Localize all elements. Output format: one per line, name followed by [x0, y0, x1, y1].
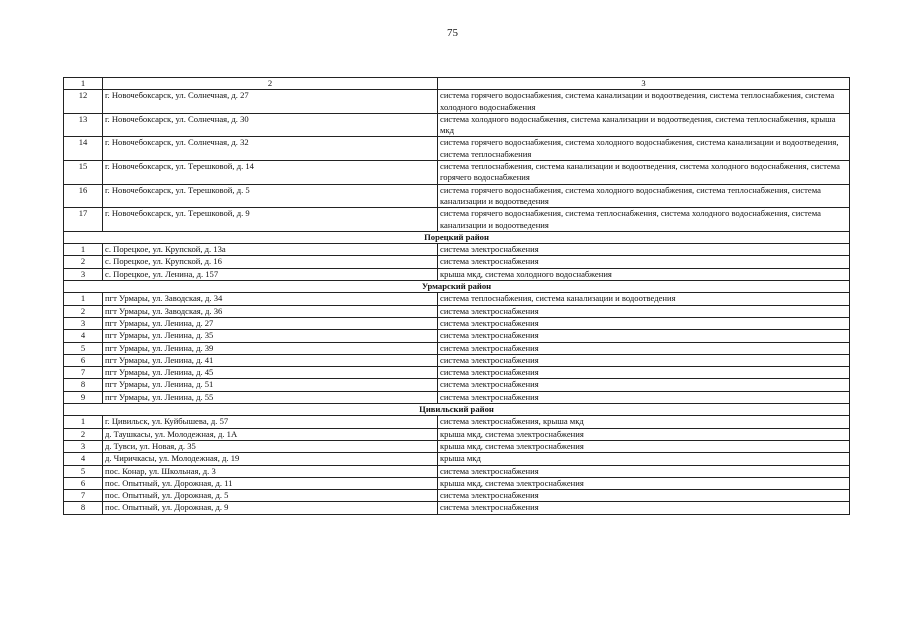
- page-number: 75: [447, 27, 458, 39]
- row-number-cell: 1: [64, 293, 103, 305]
- table-row: [64, 90, 850, 114]
- district-section-row: [64, 404, 850, 416]
- row-number-cell: 8: [64, 379, 103, 391]
- systems-cell: система горячего водоснабжения, система холодного водоснабжения, система канализации и водоотведения, система теплоснабжения: [438, 137, 850, 161]
- address-cell: с. Порецкое, ул. Крупской, д. 16: [103, 256, 438, 268]
- address-cell: г. Новочебоксарск, ул. Солнечная, д. 27: [103, 90, 438, 114]
- row-number-cell: 5: [64, 465, 103, 477]
- table-row: [64, 416, 850, 428]
- address-cell: г. Цивильск, ул. Куйбышева, д. 57: [103, 416, 438, 428]
- systems-cell: система горячего водоснабжения, система теплоснабжения, система холодного водоснабжения, система канализации и водоотведения: [438, 208, 850, 232]
- table-row: [64, 330, 850, 342]
- row-number-cell: 6: [64, 354, 103, 366]
- table-row: [64, 379, 850, 391]
- systems-cell: система электроснабжения: [438, 391, 850, 403]
- table-row: [64, 268, 850, 280]
- table-row: [64, 137, 850, 161]
- systems-cell: система горячего водоснабжения, система канализации и водоотведения, система теплоснабжения, система холодного водоснабжения: [438, 90, 850, 114]
- table-row: [64, 391, 850, 403]
- row-number-cell: 12: [64, 90, 103, 114]
- systems-cell: крыша мкд: [438, 453, 850, 465]
- table-row: [64, 465, 850, 477]
- address-cell: с. Порецкое, ул. Крупской, д. 13а: [103, 244, 438, 256]
- address-cell: пгт Урмары, ул. Ленина, д. 35: [103, 330, 438, 342]
- row-number-cell: 3: [64, 268, 103, 280]
- systems-cell: крыша мкд, система электроснабжения: [438, 477, 850, 489]
- table-row: [64, 208, 850, 232]
- systems-cell: система электроснабжения: [438, 305, 850, 317]
- systems-cell: система электроснабжения: [438, 490, 850, 502]
- row-number-cell: 4: [64, 453, 103, 465]
- systems-cell: крыша мкд, система электроснабжения: [438, 428, 850, 440]
- row-number-cell: 16: [64, 184, 103, 208]
- address-cell: пос. Опытный, ул. Дорожная, д. 9: [103, 502, 438, 514]
- systems-cell: система электроснабжения: [438, 342, 850, 354]
- systems-cell: система электроснабжения: [438, 367, 850, 379]
- address-cell: д. Тувси, ул. Новая, д. 35: [103, 440, 438, 452]
- row-number-cell: 2: [64, 305, 103, 317]
- systems-cell: система электроснабжения: [438, 317, 850, 329]
- systems-cell: система холодного водоснабжения, система канализации и водоотведения, система теплоснабжения, крыша мкд: [438, 113, 850, 137]
- column-header-systems: 3: [438, 78, 850, 90]
- district-heading: Цивильский район: [64, 404, 850, 416]
- row-number-cell: 4: [64, 330, 103, 342]
- row-number-cell: 9: [64, 391, 103, 403]
- address-cell: г. Новочебоксарск, ул. Солнечная, д. 32: [103, 137, 438, 161]
- table-row: [64, 477, 850, 489]
- row-number-cell: 17: [64, 208, 103, 232]
- column-header-number: 1: [64, 78, 103, 90]
- table-row: [64, 428, 850, 440]
- systems-cell: система теплоснабжения, система канализации и водоотведения: [438, 293, 850, 305]
- row-number-cell: 13: [64, 113, 103, 137]
- address-cell: пгт Урмары, ул. Ленина, д. 39: [103, 342, 438, 354]
- row-number-cell: 3: [64, 440, 103, 452]
- row-number-cell: 2: [64, 428, 103, 440]
- address-cell: пгт Урмары, ул. Ленина, д. 55: [103, 391, 438, 403]
- table-row: [64, 244, 850, 256]
- register-table: [63, 77, 850, 515]
- systems-cell: система электроснабжения: [438, 256, 850, 268]
- systems-cell: крыша мкд, система электроснабжения: [438, 440, 850, 452]
- row-number-cell: 1: [64, 416, 103, 428]
- address-cell: д. Таушкасы, ул. Молодежная, д. 1А: [103, 428, 438, 440]
- district-section-row: [64, 281, 850, 293]
- table-row: [64, 305, 850, 317]
- district-heading: Порецкий район: [64, 231, 850, 243]
- address-cell: пгт Урмары, ул. Ленина, д. 41: [103, 354, 438, 366]
- row-number-cell: 7: [64, 490, 103, 502]
- address-cell: пгт Урмары, ул. Заводская, д. 36: [103, 305, 438, 317]
- register-table-body: [64, 78, 850, 515]
- table-row: [64, 161, 850, 185]
- row-number-cell: 7: [64, 367, 103, 379]
- systems-cell: система электроснабжения, крыша мкд: [438, 416, 850, 428]
- systems-cell: система электроснабжения: [438, 244, 850, 256]
- table-row: [64, 317, 850, 329]
- address-cell: г. Новочебоксарск, ул. Терешковой, д. 5: [103, 184, 438, 208]
- row-number-cell: 5: [64, 342, 103, 354]
- address-cell: пос. Конар, ул. Школьная, д. 3: [103, 465, 438, 477]
- row-number-cell: 14: [64, 137, 103, 161]
- table-row: [64, 453, 850, 465]
- table-row: [64, 113, 850, 137]
- column-header-address: 2: [103, 78, 438, 90]
- systems-cell: система электроснабжения: [438, 465, 850, 477]
- table-row: [64, 293, 850, 305]
- systems-cell: система электроснабжения: [438, 379, 850, 391]
- address-cell: пгт Урмары, ул. Ленина, д. 51: [103, 379, 438, 391]
- table-row: [64, 502, 850, 514]
- systems-cell: система теплоснабжения, система канализации и водоотведения, система холодного водоснабжения, система горячего водоснабжения: [438, 161, 850, 185]
- row-number-cell: 1: [64, 244, 103, 256]
- address-cell: пгт Урмары, ул. Заводская, д. 34: [103, 293, 438, 305]
- address-cell: пос. Опытный, ул. Дорожная, д. 5: [103, 490, 438, 502]
- row-number-cell: 15: [64, 161, 103, 185]
- district-section-row: [64, 231, 850, 243]
- systems-cell: крыша мкд, система холодного водоснабжения: [438, 268, 850, 280]
- address-cell: пос. Опытный, ул. Дорожная, д. 11: [103, 477, 438, 489]
- address-cell: г. Новочебоксарск, ул. Терешковой, д. 9: [103, 208, 438, 232]
- row-number-cell: 3: [64, 317, 103, 329]
- table-header-row: [64, 78, 850, 90]
- systems-cell: система электроснабжения: [438, 330, 850, 342]
- systems-cell: система электроснабжения: [438, 354, 850, 366]
- address-cell: г. Новочебоксарск, ул. Терешковой, д. 14: [103, 161, 438, 185]
- row-number-cell: 2: [64, 256, 103, 268]
- systems-cell: система горячего водоснабжения, система холодного водоснабжения, система теплоснабжения, система канализации и водоотведения: [438, 184, 850, 208]
- address-cell: пгт Урмары, ул. Ленина, д. 27: [103, 317, 438, 329]
- table-row: [64, 256, 850, 268]
- table-row: [64, 440, 850, 452]
- district-heading: Урмарский район: [64, 281, 850, 293]
- row-number-cell: 6: [64, 477, 103, 489]
- table-row: [64, 354, 850, 366]
- table-row: [64, 490, 850, 502]
- table-row: [64, 367, 850, 379]
- row-number-cell: 8: [64, 502, 103, 514]
- table-row: [64, 342, 850, 354]
- address-cell: пгт Урмары, ул. Ленина, д. 45: [103, 367, 438, 379]
- address-cell: д. Чиричкасы, ул. Молодежная, д. 19: [103, 453, 438, 465]
- table-row: [64, 184, 850, 208]
- address-cell: с. Порецкое, ул. Ленина, д. 157: [103, 268, 438, 280]
- systems-cell: система электроснабжения: [438, 502, 850, 514]
- address-cell: г. Новочебоксарск, ул. Солнечная, д. 30: [103, 113, 438, 137]
